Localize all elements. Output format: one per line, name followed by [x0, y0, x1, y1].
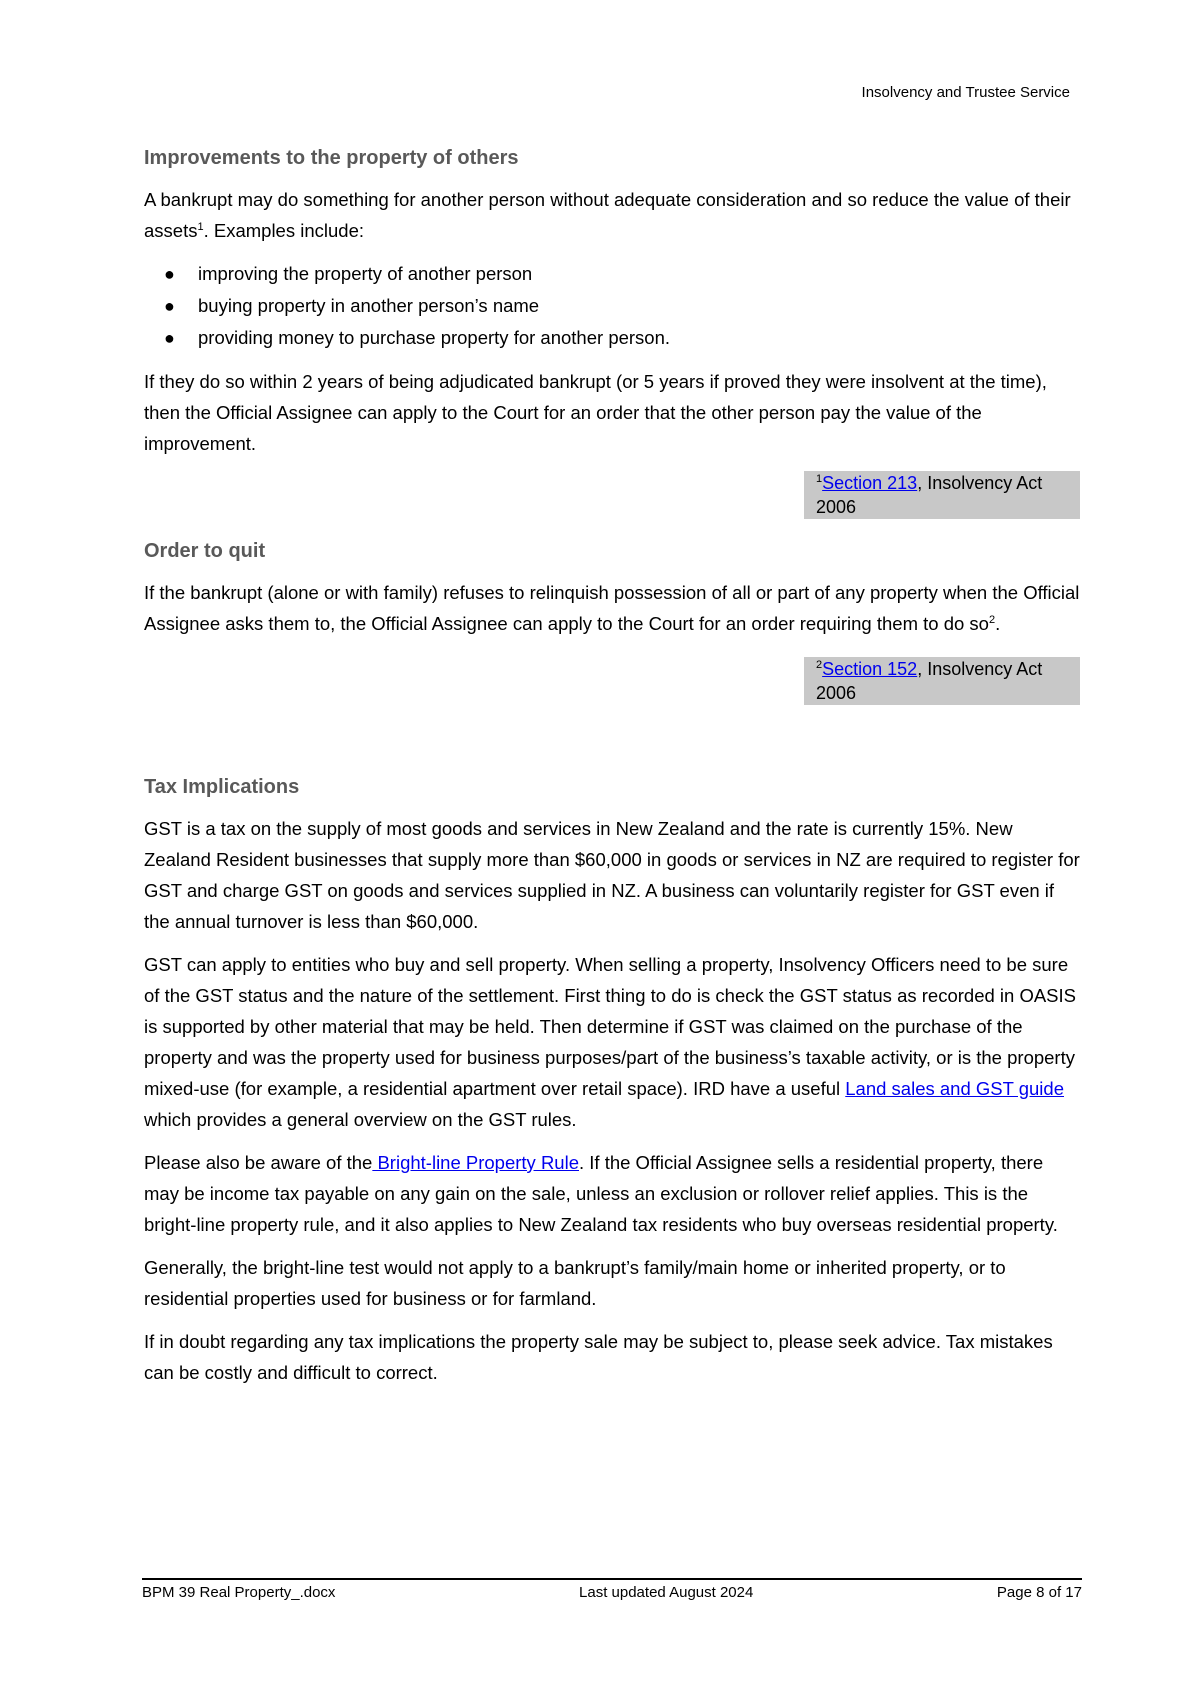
list-item	[144, 290, 1080, 322]
footnote-row-1	[144, 471, 1080, 519]
page-footer	[142, 1578, 1082, 1601]
footnote-row-2	[144, 657, 1080, 705]
section-spacer	[144, 723, 1080, 773]
heading-order-to-quit: Order to quit	[144, 540, 266, 562]
improvements-intro	[144, 184, 1080, 246]
bullet-icon: ●	[164, 296, 175, 316]
tax-para2-text: GST can apply to entities who buy and sell property. When selling a property, Insolvency Officers need to be sure of the GST status and the nature of the settlement. First thing to do is check the GST status as recorded in OASIS is supported by other material that may be held. Then determine if GST was claimed on the purchase of the property and was the property used for business purposes/part of the business’s taxable activity, or is the property mixed-use (for example, a residential apartment over retail space). IRD have a useful	[144, 954, 1076, 1099]
tax-para4: Generally, the bright-line test would not apply to a bankrupt’s family/main home or inherited property, or to residential properties used for business or for farmland.	[144, 1257, 1006, 1309]
page-header: Insolvency and Trustee Service	[861, 84, 1070, 101]
tax-para3-text: Please also be aware of the	[144, 1152, 373, 1173]
list-item-text: providing money to purchase property for another person.	[198, 327, 671, 348]
heading-tax-implications: Tax Implications	[144, 776, 300, 798]
bright-line-rule-link[interactable]: Bright-line Property Rule	[372, 1152, 579, 1173]
heading-improvements: Improvements to the property of others	[144, 147, 519, 169]
footnote-number: 2	[816, 659, 823, 671]
improvements-intro-tail: . Examples include:	[203, 220, 365, 241]
tax-para2	[144, 949, 1080, 1135]
improvements-para2: If they do so within 2 years of being adjudicated bankrupt (or 5 years if proved they were insolvent at the time), then the Official Assignee can apply to the Court for an order that the other person pay the value of the improvement.	[144, 371, 1047, 454]
footnote-2	[804, 657, 1080, 705]
footnote-act: , Insolvency Act 2006	[816, 473, 1043, 517]
footer-filename: BPM 39 Real Property_.docx	[142, 1584, 336, 1601]
tax-para3	[144, 1147, 1080, 1240]
bullet-icon: ●	[164, 264, 175, 284]
section-213-link[interactable]: Section 213	[822, 473, 918, 493]
list-item-text: buying property in another person’s name	[198, 295, 540, 316]
order-to-quit-text: If the bankrupt (alone or with family) refuses to relinquish possession of all or part of any property when the Official Assignee asks them to, the Official Assignee can apply to the Court for an order requiring them to do so	[144, 582, 1080, 634]
list-item	[144, 322, 1080, 354]
list-item	[144, 258, 1080, 290]
footnote-act: , Insolvency Act 2006	[816, 659, 1043, 703]
order-to-quit-para	[144, 577, 1080, 639]
footer-page-number: Page 8 of 17	[996, 1584, 1082, 1601]
improvements-intro-text: A bankrupt may do something for another person without adequate consideration and so reduce the value of their assets	[144, 189, 1071, 241]
bullet-icon: ●	[164, 328, 175, 348]
footnote-1	[804, 471, 1080, 519]
order-to-quit-tail: .	[995, 613, 1001, 634]
tax-para1: GST is a tax on the supply of most goods and services in New Zealand and the rate is currently 15%. New Zealand Resident businesses that supply more than $60,000 in goods or services in NZ are required to register for GST and charge GST on goods and services supplied in NZ. A business can voluntarily register for GST even if the annual turnover is less than $60,000.	[144, 818, 1080, 932]
footer-updated: Last updated August 2024	[579, 1584, 754, 1601]
land-sales-gst-guide-link[interactable]: Land sales and GST guide	[845, 1078, 1064, 1099]
document-body	[144, 144, 1080, 1400]
footnote-number: 1	[816, 473, 823, 485]
tax-para3-tail: . If the Official Assignee sells a residential property, there may be income tax payable on any gain on the sale, unless an exclusion or rollover relief applies. This is the bright-line property rule, and it also applies to New Zealand tax residents who buy overseas residential property.	[144, 1152, 1058, 1235]
improvements-examples-list	[144, 258, 1080, 354]
footnote-ref-2: 2	[988, 613, 996, 626]
list-item-text: improving the property of another person	[198, 263, 533, 284]
section-152-link[interactable]: Section 152	[822, 659, 918, 679]
tax-para5: If in doubt regarding any tax implications the property sale may be subject to, please seek advice. Tax mistakes can be costly and difficult to correct.	[144, 1331, 1053, 1383]
tax-para2-tail: which provides a general overview on the GST rules.	[144, 1109, 577, 1130]
footnote-ref-1: 1	[197, 220, 204, 233]
